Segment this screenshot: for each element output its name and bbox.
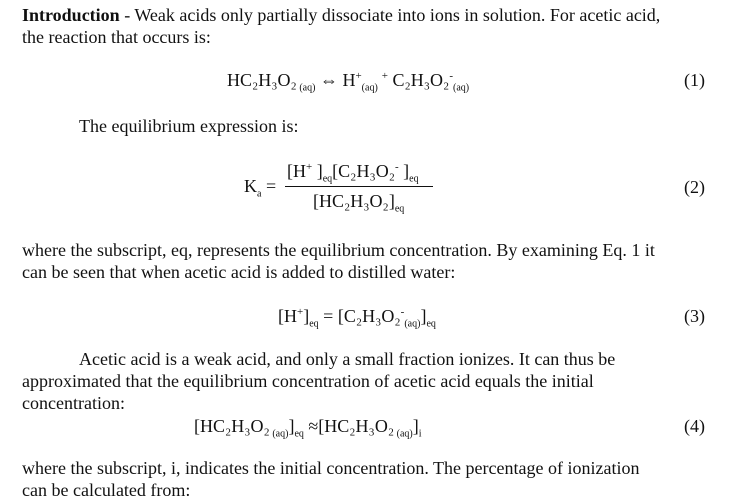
eq2-num-acetate: [C₂H₃O₂ — [332, 161, 395, 181]
intro-line-2: the reaction that occurs is: — [22, 27, 211, 47]
eq1-anion-charge: - — [449, 70, 454, 82]
eq2-den-acid: [HC₂H₃O₂] — [313, 191, 395, 211]
eq1-acetate-ion: C₂H₃O₂ — [392, 70, 450, 90]
eq4-rhs-i: i — [418, 428, 422, 440]
eq2-k: K — [244, 176, 257, 196]
para4-line-2: can be calculated from: — [22, 480, 191, 500]
equation-number-2: (2) — [684, 177, 705, 197]
eq3-h: [H — [278, 306, 297, 326]
para4-line-1: where the subscript, i, indicates the initial concentration. The percentage of ionization — [22, 458, 640, 478]
eq3-acetate-charge: - — [400, 306, 405, 318]
eq4-lhs-eq: eq — [294, 428, 304, 440]
equilibrium-expression-label: The equilibrium expression is: — [79, 116, 299, 136]
eq2-ka — [244, 176, 277, 200]
eq4-lhs-bracket: ] — [288, 416, 295, 436]
eq2-den-eq: eq — [394, 203, 405, 215]
eq1-acetic-acid: HC₂H₃O₂ — [227, 70, 297, 90]
eq4-rhs-phase: (aq) — [394, 428, 413, 440]
equation-number-1: (1) — [684, 70, 705, 90]
para3-line-2: approximated that the equilibrium concentration of acetic acid equals the initial — [22, 371, 594, 391]
eq2-numerator — [287, 161, 419, 185]
eq3-acetate-phase: (aq) — [404, 318, 421, 330]
eq2-num-eq-2: eq — [409, 173, 419, 185]
eq3-bracket-2: ] — [420, 306, 427, 326]
eq2-num-bracket-1: ] — [312, 161, 323, 181]
equation-3 — [278, 306, 436, 330]
eq4-rhs-acid: [HC₂H₃O₂ — [318, 416, 395, 436]
equation-1 — [227, 70, 470, 94]
eq2-equals: = — [265, 176, 277, 196]
eq2-num-acetate-charge: - — [395, 161, 399, 173]
eq1-h-phase: (aq) — [361, 82, 378, 94]
eq1-h-charge: + — [355, 70, 362, 82]
eq1-hydrogen-ion: H — [342, 70, 356, 90]
equation-number-3: (3) — [684, 306, 705, 326]
equation-4 — [194, 416, 422, 440]
eq2-denominator — [313, 191, 405, 215]
para2-line-1: where the subscript, eq, represents the equilibrium concentration. By examining Eq. 1 it — [22, 240, 655, 260]
eq4-lhs-phase: (aq) — [269, 428, 289, 440]
eq3-acetate: [C₂H₃O₂ — [337, 306, 401, 326]
eq1-plus: + — [381, 70, 388, 82]
para2-line-2: can be seen that when acetic acid is added to distilled water: — [22, 262, 456, 282]
eq2-num-eq-1: eq — [322, 173, 333, 185]
para3-line-1: Acetic acid is a weak acid, and only a small fraction ionizes. It can thus be — [79, 349, 616, 369]
eq2-fraction-bar — [285, 186, 433, 187]
eq4-lhs-acid: [HC₂H₃O₂ — [194, 416, 270, 436]
eq2-num-h-charge: + — [306, 161, 313, 173]
eq3-bracket-1: ] — [303, 306, 310, 326]
equation-number-4: (4) — [684, 416, 705, 436]
eq2-num-bracket-2: ] — [398, 161, 410, 181]
approx-equal-icon: ≈ — [303, 416, 319, 436]
intro-heading: Introduction — [22, 5, 120, 25]
eq1-acid-phase: (aq) — [296, 82, 316, 94]
intro-line-1 — [22, 5, 660, 26]
para3-line-3: concentration: — [22, 393, 125, 413]
eq3-equals: = — [318, 306, 338, 326]
eq3-eq-1: eq — [309, 318, 319, 330]
equilibrium-arrow-icon: ⇔ — [319, 70, 338, 90]
eq3-h-charge: + — [297, 306, 304, 318]
eq3-eq-2: eq — [426, 318, 436, 330]
eq2-k-subscript: a — [257, 188, 262, 200]
intro-text-1: Weak acids only partially dissociate into ions in solution. For acetic acid, — [134, 5, 661, 25]
eq4-rhs-bracket: ] — [412, 416, 419, 436]
eq2-num-h: [H — [287, 161, 306, 181]
eq1-anion-phase: (aq) — [453, 82, 470, 94]
intro-dash: - — [119, 5, 135, 25]
